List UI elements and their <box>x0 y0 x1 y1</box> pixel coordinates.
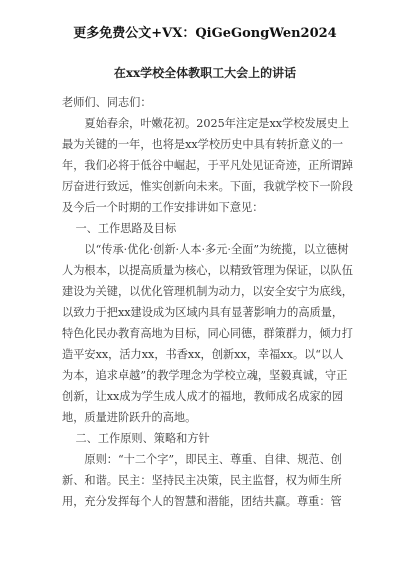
promo-header: 更多免费公文+VX：QiGeGongWen2024 <box>73 26 337 41</box>
section-heading-1: 一、工作思路及目标 <box>75 222 177 235</box>
speech-body <box>62 92 354 512</box>
intro-paragraph: 夏始春余，叶嫩花初。2025年注定是xx学校发展史上最为关键的一年，也将是xx学校历史中具有转折意义的一年，我们必将于低谷中崛起，于平凡处见证奇迹，正所谓踔厉奋进行致远，惟实创新向未来。下面，我就学校下一阶段及今后一个时期的工作安排讲如下意见： <box>62 117 353 214</box>
salutation: 老师们、同志们： <box>62 96 152 109</box>
speech-title: 在xx学校全体教职工大会上的讲话 <box>113 66 297 80</box>
section-body-2: 原则：“十二个字”，即民主、尊重、自律、规范、创新、和谐。民主：坚持民主决策，民主监督，权为师生所用，充分发挥每个人的智慧和潜能，团结共赢。尊重：管 <box>62 453 342 508</box>
section-heading-2: 二、工作原则、策略和方针 <box>75 432 210 445</box>
section-body-1: 以“传承·优化·创新·人本·多元·全面”为统揽，以立德树人为根本，以提高质量为核心，以精致管理为保证，以队伍建设为关键，以优化管理机制为动力，以安全安宁为底线，以致力于把xx建设成为区域内具有显著影响力的高质量，特色化民办教育高地为目标，同心同德，群策群力，倾力打造平安xx，活力xx，书香xx，创新xx，幸福xx。以“以人为本，追求卓越”的教学理念为学校立魂，坚毅真诚，守正创新，让xx成为学生成人成才的福地，教师成名成家的园地，质量进阶跃升的高地。 <box>62 243 353 424</box>
